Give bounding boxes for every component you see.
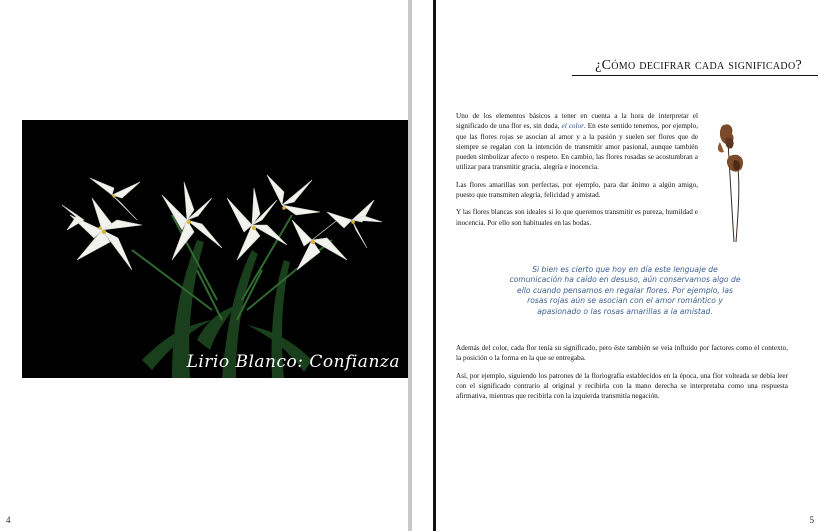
lily-illustration [22, 120, 410, 378]
closing-text [456, 343, 788, 408]
right-page [436, 0, 820, 531]
page-number-right: 5 [809, 515, 814, 525]
page-gap [412, 0, 433, 531]
intro-text [456, 111, 698, 235]
paragraph-yellow: Las flores amarillas son perfectas, por ejemplo, para dar ánimo a algún amigo, puesto que transmiten alegría, felicidad y amistad. [456, 180, 698, 200]
white-lily-photo [22, 120, 410, 378]
emphasis-color: el color [561, 122, 584, 131]
left-page [0, 0, 408, 531]
paragraph-context: Además del color, cada flor tenía su significado, pero éste también se veía influido por factores como el contexto, la posición o la forma en la que se entregaba. [456, 344, 788, 363]
photo-caption: Lirio Blanco: Confianza [186, 352, 400, 372]
paragraph-floriography: Así, por ejemplo, siguiendo los patrones de la floriografía establecidos en la época, una flor volteada se debía leer con el significado contrario al original y recibirla con la mano derecha se interpretaba como una respuesta afirmativa, mientras que recibirla con la izquierda transmitía negación. [456, 371, 788, 401]
paragraph-color: Uno de los elementos básicos a tener en cuenta a la hora de interpretar el significado de una flor es, sin duda, el color. En este sentido tenemos, por ejemplo, que las flores rojas se asocian al amor y a la pasión y suelen ser flores que de siempre se regalan con la intención de transmitir amor pasional, aunque también pueden simbolizar afecto o respeto. En cambio, las flores rosadas se acostumbran a utilizar para transmitir gracia, alegría e inocencia. [456, 112, 698, 172]
section-heading: ¿Cómo decifrar cada significado? [595, 58, 802, 73]
dried-flower-illustration [714, 120, 756, 242]
paragraph-white: Y las flores blancas son ideales si lo que queremos transmitir es pureza, humildad e inocencia. Por ello son habituales en las bodas. [456, 208, 698, 227]
page-number-left: 4 [6, 515, 11, 525]
pull-quote: Si bien es cierto que hoy en día este lenguaje de comunicación ha caído en desuso, aún conservamos algo de ello cuando pensamos en regalar flores. Por ejemplo, las rosas rojas aún se asocian con el amor romántico y apasionado o las rosas amarillas a la amistad. [509, 265, 741, 316]
heading-rule [572, 75, 818, 76]
